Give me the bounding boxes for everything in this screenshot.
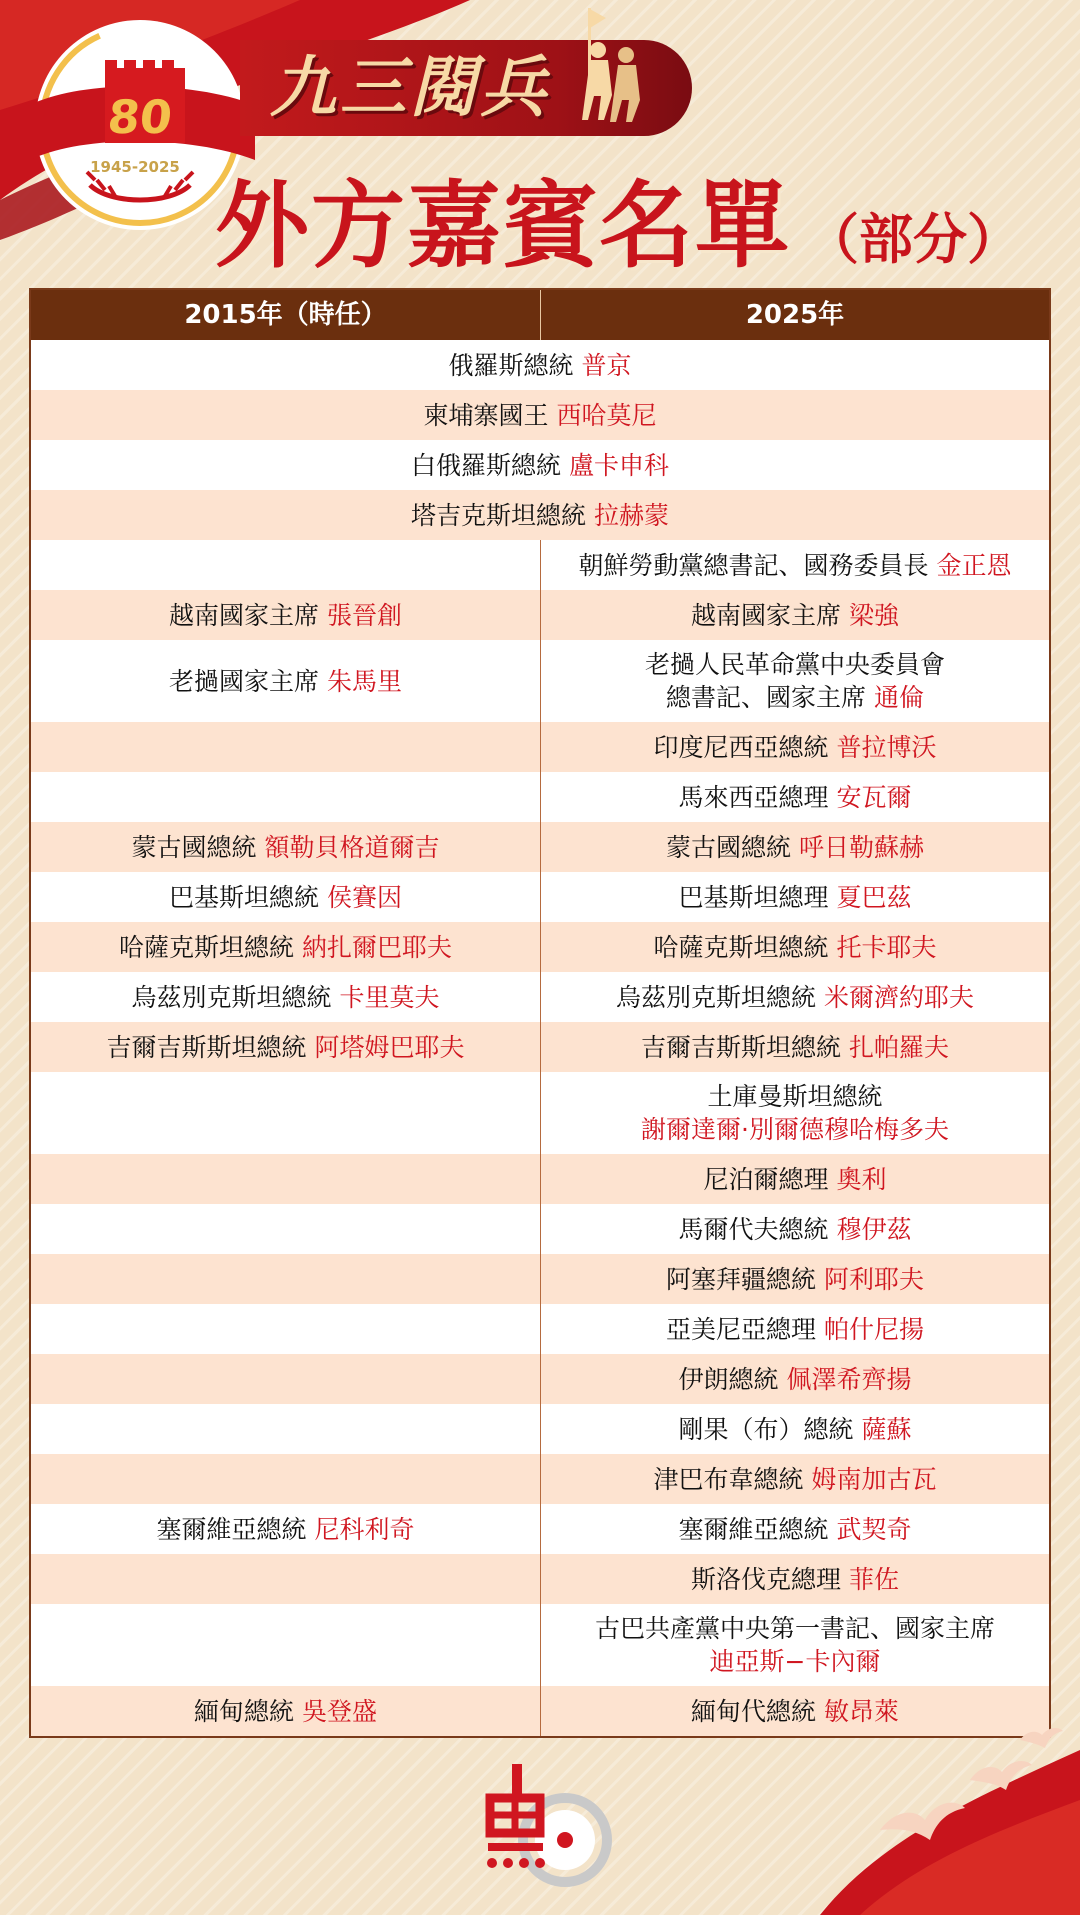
guest-title: 蒙古國總統: [666, 832, 792, 862]
guest-name: 阿利耶夫: [823, 1264, 924, 1294]
guest-title-line: 古巴共產黨中央第一書記、國家主席: [594, 1614, 995, 1643]
guest-name: 奧利: [836, 1164, 887, 1194]
guest-title: 阿塞拜疆總統: [666, 1264, 817, 1294]
left-2015-cell: [31, 1454, 540, 1504]
guest-title: 柬埔寨國王: [423, 400, 549, 430]
left-2015-cell: [31, 872, 540, 922]
guest-line: [704, 1163, 887, 1196]
guest-line: [616, 981, 974, 1014]
right-2025-cell: [540, 772, 1049, 822]
right-2025-cell: [540, 1304, 1049, 1354]
table-row: [31, 822, 1049, 872]
guest-line: [691, 1563, 899, 1596]
left-2015-cell: [31, 1354, 540, 1404]
guest-name: 通倫: [873, 683, 924, 712]
guest-name: 姆南加古瓦: [811, 1464, 937, 1494]
guest-name: 扎帕羅夫: [848, 1032, 949, 1062]
guest-name: 帕什尼揚: [823, 1314, 924, 1344]
guest-title: 巴基斯坦總理: [678, 882, 829, 912]
table-row: [31, 1354, 1049, 1404]
guest-name: 迪亞斯−卡內爾: [709, 1647, 881, 1676]
table-row: [31, 1204, 1049, 1254]
guest-name: 托卡耶夫: [836, 932, 937, 962]
span-cell: [31, 490, 1049, 540]
left-2015-cell: [31, 972, 540, 1022]
guest-line: [449, 349, 632, 382]
right-2025-cell: [540, 1072, 1049, 1154]
guest-title: 朝鮮勞動黨總書記、國務委員長: [578, 550, 929, 580]
page-title: 外方嘉賓名單: [215, 172, 792, 281]
right-2025-cell: [540, 1604, 1049, 1686]
guest-title: 吉爾吉斯斯坦總統: [641, 1032, 842, 1062]
left-2015-cell: [31, 1204, 540, 1254]
guest-title: 伊朗總統: [678, 1364, 779, 1394]
guest-title: 尼泊爾總理: [703, 1164, 829, 1194]
guest-line: [169, 881, 402, 914]
guest-name: 朱馬里: [326, 666, 402, 696]
left-2015-cell: [31, 1686, 540, 1736]
guest-name: 穆伊茲: [836, 1214, 912, 1244]
guest-name: 張晉創: [326, 600, 402, 630]
guest-name: 阿塔姆巴耶夫: [314, 1032, 465, 1062]
guest-title: 哈薩克斯坦總統: [653, 932, 829, 962]
table-row: [31, 872, 1049, 922]
guest-title: 印度尼西亞總統: [653, 732, 829, 762]
guest-title: 緬甸代總統: [691, 1696, 817, 1726]
guest-title: 緬甸總統: [194, 1696, 295, 1726]
guest-title: 烏茲別克斯坦總統: [616, 982, 817, 1012]
guest-name: 金正恩: [936, 550, 1012, 580]
guest-title: 馬來西亞總理: [678, 782, 829, 812]
guest-title: 馬爾代夫總統: [678, 1214, 829, 1244]
left-2015-cell: [31, 1504, 540, 1554]
guest-line: [679, 781, 912, 814]
guest-line: [666, 1263, 924, 1296]
column-header-2015: 2015年（時任）: [184, 300, 387, 330]
right-2025-cell: [540, 872, 1049, 922]
guest-line: [691, 599, 899, 632]
guest-name: 西哈莫尼: [556, 400, 657, 430]
page-subtitle: （部分）: [805, 208, 1021, 271]
left-2015-cell: [31, 540, 540, 590]
table-row: [31, 922, 1049, 972]
guest-title: 蒙古國總統: [131, 832, 257, 862]
guest-name: 夏巴茲: [836, 882, 912, 912]
table-row: [31, 1404, 1049, 1454]
guest-list-table: [29, 288, 1051, 1738]
guest-title-line: 土庫曼斯坦總統: [707, 1082, 883, 1111]
guest-line: [107, 1031, 465, 1064]
guest-line: [424, 399, 657, 432]
doves-icon: [820, 1690, 1080, 1915]
table-row: [31, 1022, 1049, 1072]
guest-title: 剛果（布）總統: [678, 1414, 854, 1444]
left-2015-cell: [31, 1604, 540, 1686]
guest-title: 塞爾維亞總統: [156, 1514, 307, 1544]
left-2015-cell: [31, 822, 540, 872]
left-2015-cell: [31, 590, 540, 640]
left-2015-cell: [31, 922, 540, 972]
guest-line: [132, 981, 440, 1014]
guest-name: 梁強: [848, 600, 899, 630]
guest-line: [119, 931, 452, 964]
right-2025-cell: [540, 1404, 1049, 1454]
guest-line: [679, 1213, 912, 1246]
guest-name: 普拉博沃: [836, 732, 937, 762]
right-2025-cell: [540, 1254, 1049, 1304]
span-cell: [31, 340, 1049, 390]
table-row: [31, 640, 1049, 722]
guest-line: [666, 681, 924, 714]
guest-name: 卡里莫夫: [339, 982, 440, 1012]
guest-name: 普京: [581, 350, 632, 380]
guest-name: 呼日勒蘇赫: [798, 832, 924, 862]
right-2025-cell: [540, 1354, 1049, 1404]
right-2025-cell: [540, 1554, 1049, 1604]
guest-name: 武契奇: [836, 1514, 912, 1544]
guest-name: 盧卡申科: [568, 450, 669, 480]
table-row: [31, 590, 1049, 640]
right-2025-cell: [540, 1504, 1049, 1554]
right-2025-cell: [540, 972, 1049, 1022]
guest-line: [411, 449, 669, 482]
table-row: [31, 722, 1049, 772]
guest-title: 巴基斯坦總統: [169, 882, 320, 912]
guest-title: 烏茲別克斯坦總統: [131, 982, 332, 1012]
guest-title-line: 老撾人民革命黨中央委員會: [644, 650, 945, 679]
guest-name: 拉赫蒙: [593, 500, 669, 530]
emblem-number: 80: [105, 90, 175, 144]
left-2015-cell: [31, 1072, 540, 1154]
left-2015-cell: [31, 1022, 540, 1072]
guest-line: [679, 881, 912, 914]
guest-name: 額勒貝格道爾吉: [264, 832, 440, 862]
table-row: [31, 1304, 1049, 1354]
guest-line: [666, 1313, 924, 1346]
guest-name: 納扎爾巴耶夫: [301, 932, 452, 962]
guest-line: [169, 599, 402, 632]
left-2015-cell: [31, 722, 540, 772]
guest-name: 菲佐: [848, 1564, 899, 1594]
guest-line: [710, 1645, 881, 1678]
guest-title: 吉爾吉斯斯坦總統: [106, 1032, 307, 1062]
guest-line: [654, 1463, 937, 1496]
guest-title: 越南國家主席: [169, 600, 320, 630]
guest-title: 塔吉克斯坦總統: [411, 500, 587, 530]
guest-title: 津巴布韋總統: [653, 1464, 804, 1494]
guest-name: 安瓦爾: [836, 782, 912, 812]
table-row: [31, 440, 1049, 490]
guest-name: 尼科利奇: [314, 1514, 415, 1544]
guest-name: 侯賽因: [326, 882, 402, 912]
right-2025-cell: [540, 922, 1049, 972]
table-row: [31, 1454, 1049, 1504]
left-2015-cell: [31, 1254, 540, 1304]
table-header: [31, 290, 1049, 340]
left-2015-cell: [31, 1404, 540, 1454]
table-body: [31, 340, 1049, 1736]
left-2015-cell: [31, 1304, 540, 1354]
table-row: [31, 1154, 1049, 1204]
guest-title: 塞爾維亞總統: [678, 1514, 829, 1544]
left-2015-cell: [31, 772, 540, 822]
guest-line: [194, 1695, 377, 1728]
guest-line: [132, 831, 440, 864]
table-row: [31, 1072, 1049, 1154]
right-2025-cell: [540, 1154, 1049, 1204]
table-row: [31, 1504, 1049, 1554]
guest-title: 白俄羅斯總統: [411, 450, 562, 480]
right-2025-cell: [540, 1022, 1049, 1072]
guest-title: 哈薩克斯坦總統: [119, 932, 295, 962]
guest-title: 俄羅斯總統: [448, 350, 574, 380]
guest-name: 吳登盛: [301, 1696, 377, 1726]
guest-name: 米爾濟約耶夫: [823, 982, 974, 1012]
guest-line: [679, 1413, 912, 1446]
right-2025-cell: [540, 1204, 1049, 1254]
table-row: [31, 1554, 1049, 1604]
dot-news-logo-icon: [470, 1758, 620, 1888]
right-2025-cell: [540, 722, 1049, 772]
guest-line: [641, 1113, 949, 1146]
emblem-years: 1945-2025: [90, 158, 180, 176]
guest-title: 老撾國家主席: [169, 666, 320, 696]
guest-line: [679, 1513, 912, 1546]
guest-line: [654, 931, 937, 964]
guest-line: [157, 1513, 415, 1546]
guest-name: 佩澤希齊揚: [786, 1364, 912, 1394]
right-2025-cell: [540, 822, 1049, 872]
guest-line: [679, 1363, 912, 1396]
table-row: [31, 490, 1049, 540]
guest-title: 斯洛伐克總理: [691, 1564, 842, 1594]
soldiers-flag-icon: [568, 0, 658, 130]
table-row: [31, 340, 1049, 390]
guest-title: 總書記、國家主席: [666, 683, 867, 712]
right-2025-cell: [540, 1454, 1049, 1504]
guest-name: 薩蘇: [861, 1414, 912, 1444]
guest-line: [411, 499, 669, 532]
left-2015-cell: [31, 640, 540, 722]
span-cell: [31, 390, 1049, 440]
right-2025-cell: [540, 640, 1049, 722]
guest-line: [666, 831, 924, 864]
left-2015-cell: [31, 1554, 540, 1604]
table-row: [31, 540, 1049, 590]
guest-line: [654, 731, 937, 764]
table-row: [31, 390, 1049, 440]
event-title: 九三閱兵: [270, 49, 550, 126]
table-row: [31, 1254, 1049, 1304]
table-row: [31, 1604, 1049, 1686]
column-header-2025: 2025年: [540, 290, 1049, 340]
guest-name: 謝爾達爾·別爾德穆哈梅多夫: [641, 1115, 949, 1144]
table-row: [31, 772, 1049, 822]
table-row: [31, 972, 1049, 1022]
guest-title: 越南國家主席: [691, 600, 842, 630]
guest-name: 敏昂萊: [823, 1696, 899, 1726]
left-2015-cell: [31, 1154, 540, 1204]
guest-line: [169, 665, 402, 698]
guest-line: [641, 1031, 949, 1064]
right-2025-cell: [540, 590, 1049, 640]
span-cell: [31, 440, 1049, 490]
guest-title: 亞美尼亞總理: [666, 1314, 817, 1344]
guest-line: [579, 549, 1012, 582]
right-2025-cell: [540, 540, 1049, 590]
